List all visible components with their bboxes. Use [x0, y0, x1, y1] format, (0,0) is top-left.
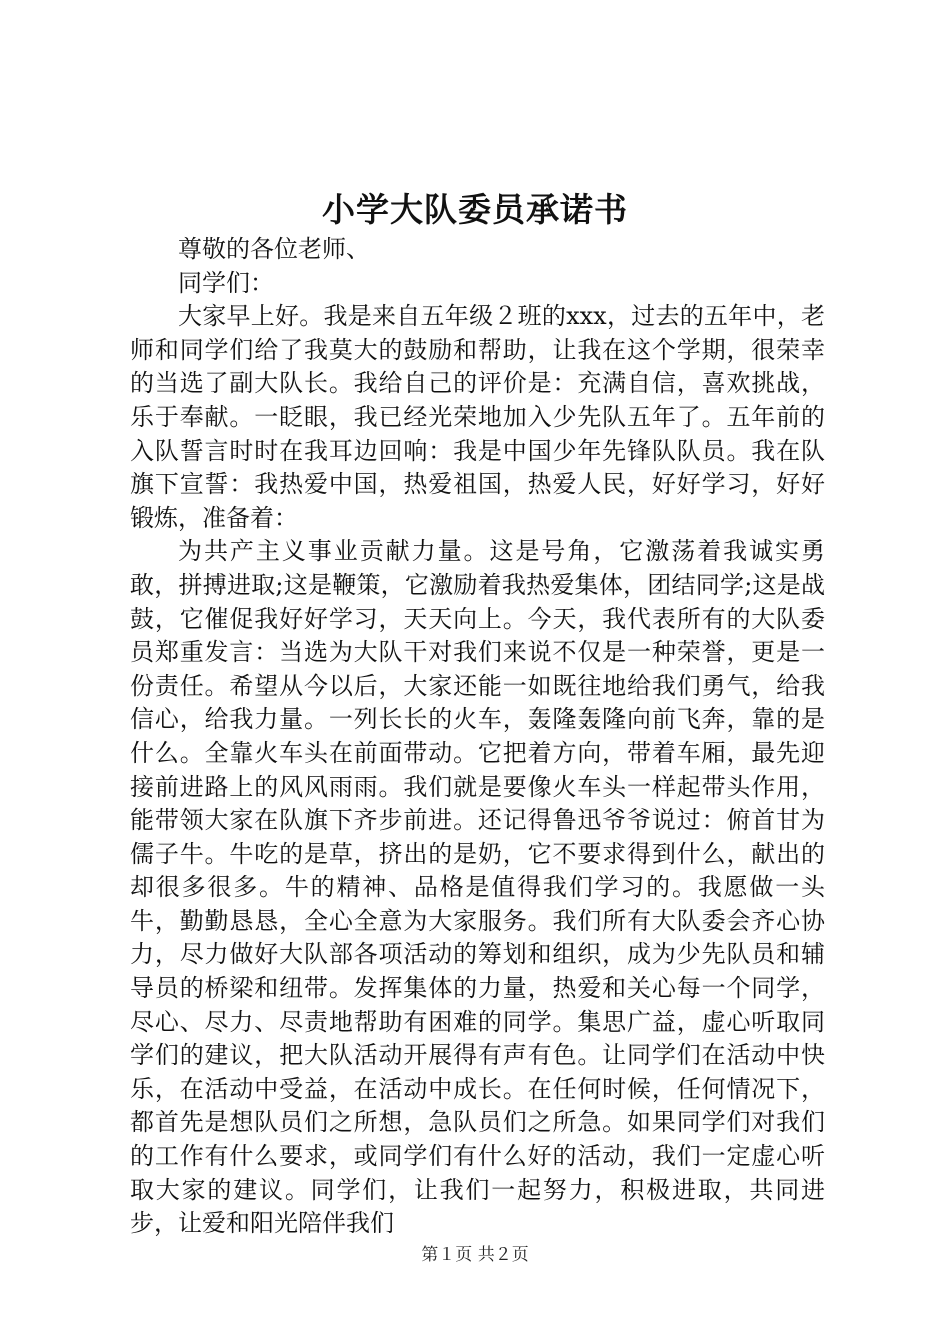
paragraph-2: 为共产主义事业贡献力量。这是号角，它激荡着我诚实勇敢，拼搏进取;这是鞭策，它激励着我热爱集体，团结同学;这是战鼓，它催促我好好学习，天天向上。今天，我代表所有的大队委员郑重发言：当选为大队干对我们来说不仅是一种荣誉，更是一份责任。希望从今以后，大家还能一如既往地给我们勇气，给我信心，给我力量。一列长长的火车，轰隆轰隆向前飞奔，靠的是什么。全靠火车头在前面带动。它把着方向，带着车厢，最先迎接前进路上的风风雨雨。我们就是要像火车头一样起带头作用，能带领大家在队旗下齐步前进。还记得鲁迅爷爷说过：俯首甘为儒子牛。牛吃的是草，挤出的是奶，它不要求得到什么，献出的却很多很多。牛的精神、品格是值得我们学习的。我愿做一头牛，勤勤恳恳，全心全意为大家服务。我们所有大队委会齐心协力，尽力做好大队部各项活动的筹划和组织，成为少先队员和辅导员的桥梁和纽带。发挥集体的力量，热爱和关心每一个同学，尽心、尽力、尽责地帮助有困难的同学。集思广益，虚心听取同学们的建议，把大队活动开展得有声有色。让同学们在活动中快乐，在活动中受益，在活动中成长。在任何时候，任何情况下，都首先是想队员们之所想，急队员们之所急。如果同学们对我们的工作有什么要求，或同学们有什么好的活动，我们一定虚心听取大家的建议。同学们，让我们一起努力，积极进取，共同进步，让爱和阳光陪伴我们	[130, 537, 825, 1238]
document-body	[130, 233, 825, 1241]
salutation-line-1: 尊敬的各位老师、	[178, 235, 370, 263]
paragraph-1: 大家早上好。我是来自五年级２班的xxx，过去的五年中，老师和同学们给了我莫大的鼓励和帮助，让我在这个学期，很荣幸的当选了副大队长。我给自己的评价是：充满自信，喜欢挑战，乐于奉献。一眨眼，我已经光荣地加入少先队五年了。五年前的入队誓言时时在我耳边回响：我是中国少年先锋队队员。我在队旗下宣誓：我热爱中国，热爱祖国，热爱人民，好好学习，好好锻炼，准备着：	[130, 302, 825, 532]
document-title: 小学大队委员承诺书	[322, 190, 628, 229]
salutation-line-2: 同学们：	[178, 268, 274, 297]
page-footer: 第１页 共２页	[421, 1245, 529, 1265]
